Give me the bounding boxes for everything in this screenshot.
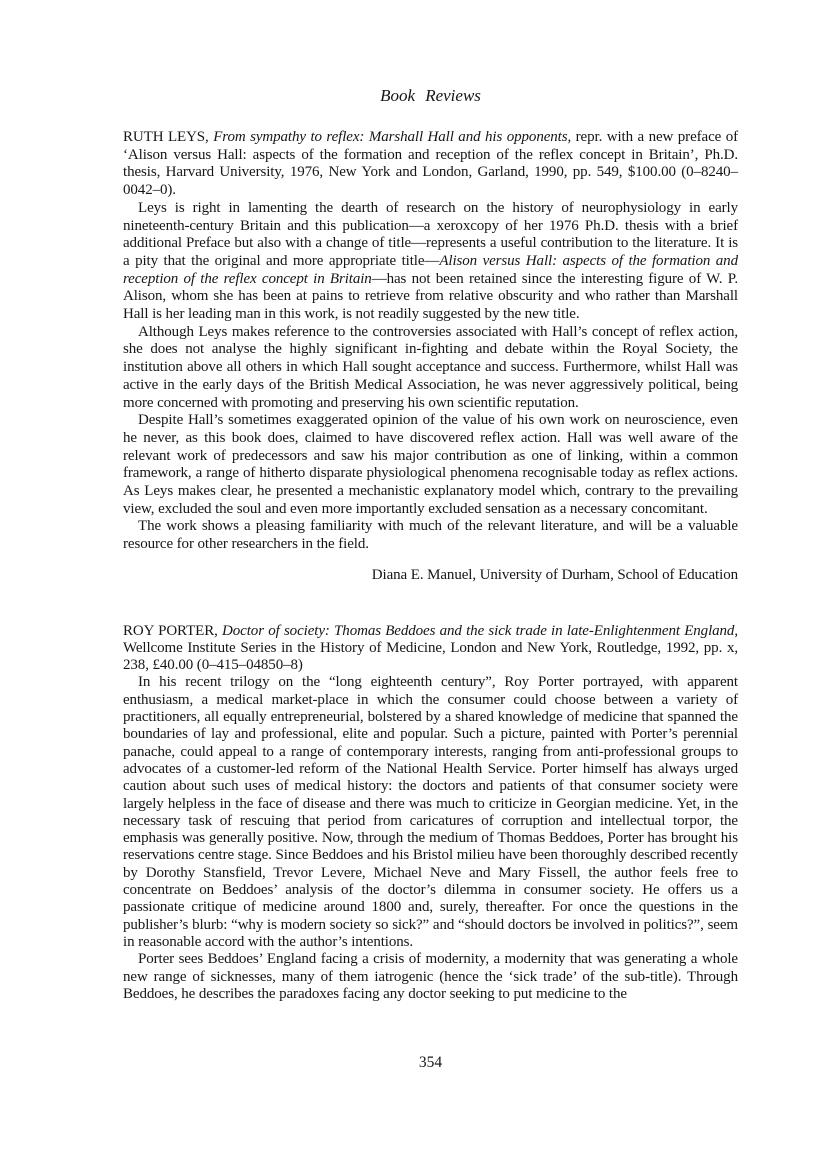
text-run: ROY PORTER, bbox=[123, 622, 223, 639]
text-column bbox=[123, 0, 738, 1003]
body-paragraph bbox=[123, 674, 738, 951]
body-paragraph bbox=[123, 412, 738, 518]
text-run: Leys is right in lamenting the dearth of research on the history of neurophysiology in early nineteenth-century Britain and this publication—a xeroxcopy of her 1976 Ph.D. thesis with a brief additional Preface but also with a change of title—represents a useful contribution to the literature. It is a pity that the original and more appropriate title— bbox=[123, 199, 738, 269]
text-run: Despite Hall’s sometimes exaggerated opinion of the value of his own work on neuroscience, even he never, as this book does, claimed to have discovered reflex action. Hall was well aware of the relevant work of predecessors and saw his major contribution as one of linking, within a common framework, a range of hitherto disparate physiological phenomena recognisable today as reflex actions. As Leys makes clear, he presented a mechanistic explanatory model which, contrary to the prevailing view, excluded the soul and even more importantly excluded sensation as a necessary concomitant. bbox=[123, 412, 738, 517]
page-number: 354 bbox=[418, 1054, 443, 1071]
page-title: Book Reviews bbox=[380, 86, 481, 105]
text-run: Although Leys makes reference to the controversies associated with Hall’s concept of reflex action, she does not analyse the highly significant in-fighting and debate within the Royal Society, the institution above all others in which Hall sought acceptance and success. Furthermore, whilst Hall was active in the early days of the British Medical Association, he was never aggressively political, being more concerned with promoting and preserving his own scientific reputation. bbox=[123, 323, 738, 411]
body-paragraph bbox=[123, 324, 738, 413]
body-paragraph bbox=[123, 951, 738, 1003]
body-paragraph bbox=[123, 200, 738, 324]
reviewer-attribution: Diana E. Manuel, University of Durham, School of Education bbox=[371, 566, 738, 583]
text-run: Porter sees Beddoes’ England facing a crisis of modernity, a modernity that was generating a whole new range of sicknesses, many of them iatrogenic (hence the ‘sick trade’ of the sub-title). Through Beddoes, he describes the paradoxes facing any doctor seeking to put medicine to the bbox=[123, 951, 738, 1002]
italic-text: Doctor of society: Thomas Beddoes and the sick trade in late-Enlightenment England bbox=[222, 622, 735, 639]
text-run: —has not been retained since the interesting figure of W. P. Alison, whom she has been at pains to retrieve from relative obscurity and who rather than Marshall Hall is her leading man in this work, is not readily suggested by the new title. bbox=[123, 270, 738, 323]
text-run: , Wellcome Institute Series in the History of Medicine, London and New York, Routledge, 1992, pp. x, 238, £40.00 (0–415–04850–8) bbox=[123, 622, 738, 674]
italic-text: From sympathy to reflex: Marshall Hall and his opponents bbox=[213, 129, 568, 145]
text-run: , repr. with a new preface of ‘Alison versus Hall: aspects of the formation and reception of the reflex concept in Britain’, Ph.D. thesis, Harvard University, 1976, New York and London, Garland, 1990, pp. 549, $100.00 (0–8240–0042–0). bbox=[123, 129, 739, 199]
text-run: RUTH LEYS, bbox=[123, 129, 214, 145]
text-run: In his recent trilogy on the “long eighteenth century”, Roy Porter portrayed, with apparent enthusiasm, a medical market-place in which the consumer could choose between a variety of practitioners, all equally entrepreneurial, bolstered by a shared knowledge of medicine that spanned the boundaries of lay and professional, elite and popular. Such a picture, painted with Porter’s perennial panache, could appeal to a range of contemporary interests, ranging from anti-professional groups to advocates of a customer-led reform of the National Health Service. Porter himself has always urged caution about such uses of medical history: the doctors and patients of that consumer society were largely helpless in the face of disease and there was much to criticize in Georgian medicine. Yet, in the necessary task of rescuing that period from caricatures of corruption and intellectual torpor, the emphasis was generally positive. Now, through the medium of Thomas Beddoes, Porter has brought his reservations centre stage. Since Beddoes and his Bristol milieu have been thoroughly described recently by Dorothy Stansfield, Trevor Levere, Michael Neve and Mary Fissell, the author feels free to concentrate on Beddoes’ analysis of the doctor’s dilemma in consumer society. He offers us a passionate critique of medicine around 1800 and, surely, thereafter. For once the questions in the publisher’s blurb: “why is modern society so sick?” and “should doctors be involved in politics?”, seem in reasonable accord with the author’s intentions. bbox=[123, 674, 738, 950]
review-citation bbox=[123, 623, 738, 675]
italic-text: Alison versus Hall: aspects of the formation and reception of the reflex concept in Britain bbox=[123, 252, 738, 287]
body-paragraph bbox=[123, 518, 738, 553]
review-citation bbox=[123, 129, 738, 200]
review-body bbox=[123, 200, 738, 554]
book-review-porter bbox=[123, 623, 738, 1004]
review-body bbox=[123, 674, 738, 1003]
book-review-leys bbox=[123, 129, 738, 585]
text-run: The work shows a pleasing familiarity with much of the relevant literature, and will be a valuable resource for other researchers in the field. bbox=[123, 518, 738, 553]
